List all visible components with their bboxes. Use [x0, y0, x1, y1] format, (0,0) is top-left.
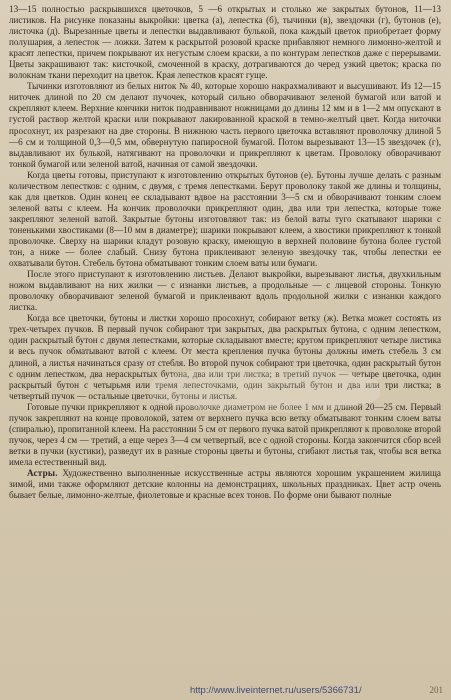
watermark-url[interactable]: http://www.liveinternet.ru/users/5366731/ — [190, 685, 362, 696]
paragraph-roses-cut: 13—15 полностью раскрывшихся цветочков, 5 —6 открытых и столько же закрытых бутонов, 11—13 листиков. На рисунке показаны выкройки: цветка (а), лепестка (б), тычинки (в), звездочки (г), бутонов (е), листочка (д). Вырезанные цветы и лепестки выдавливают булькой, пока каждый цветок приобретает форму полушария, а лепесток — ложки. Затем к раскрытой розовой краске прибавляют немного лимонно-желтой и красят лепестки, причем покрывают их негустым слоем краски, а по контурам лепестков даже с перерывами. Цветы закрашивают так: кисточкой, смоченной в краску, дотрагиваются до черед узкий цветок; краска по волокнам ткани переходит на цветок. Края лепестков красят гуще. — [9, 4, 441, 81]
page-footer — [190, 685, 443, 696]
asters-heading: Астры. — [27, 467, 58, 478]
paragraph-asters — [9, 468, 441, 501]
paragraph-assembly: Готовые пучки прикрепляют к одной проволочке диаметром не более 1 мм и длиной 20—25 см. Первый пучок закрепляют на конце проволокой, затем от верхнего пучка всю ветку обматывают тонким слоем ваты (спиралью), пропитанной клеем. На расстоянии 5 см от первого пучка ватой прикрепляют к проволоке второй пучок, через 4 см — третий, а еще через 3—4 см четвертый, все с одной стороны. Когда закончится сбор всей ветки в пучки (кустики), разведут их в разные стороны цветы и бутоны, сгибают листья так, чтобы вся ветка имела естественный вид. — [9, 401, 441, 467]
paragraph-leaves: После этого приступают к изготовлению листьев. Делают выкройки, вырезывают листья, двухкильным ножом выдавливают на них жилки — с изнанки листьев, а продольные — с лицевой стороны. Тонкую проволочку обворачивают зеленой бумагой и приклеивают вдоль продольной жилки с изнанки каждого листка. — [9, 269, 441, 313]
page-number: 201 — [429, 685, 443, 695]
asters-text: Художественно выполненные искусственные астры являются хорошим украшением жилища зимой, ими также оформляют детские колонны на демонстрациях, школьных праздниках. Цвет астр очень бывает белые, лимонно-желтые, фиолетовые и красные всех тонов. По форме они бывают полные — [9, 467, 441, 501]
paragraph-buds: Когда цветы готовы, приступают к изготовлению открытых бутонов (е). Бутоны лучше делать с разным количеством лепестков: с одним, с двумя, с тремя лепестками. Берут проволоку такой же длины и толщины, как для цветков. Один конец ее складывают вдвое на расстоянии 3—5 см и обворачивают тонким слоем зеленой ваты с клеем. На кончик проволочки прикрепляют один, два или три лепестка, которые тоже закрепляют зеленой ватой. Закрытые бутоны изготовляют так: из белой ваты туго скатывают шарики с тоненькими хвостиками (8—10 мм в диаметре); шарики покрывают клеем, а хвостики прикрепляют к тонкой проволочке. Сверху на шарики кладут розовую краску, имеющую в верхней половине бутона более густой тон, а ниже — более слабый. Снизу бутона приклеивают зеленую звездочку так, чтобы лепестки ее охватывали бутон. Стебель бутона обматывают тонким слоем ваты или бумаги. — [9, 169, 441, 269]
paragraph-branch: Когда все цветочки, бутоны и листки хорошо просохнут, собирают ветку (ж). Ветка может состоять из трех-четырех пучков. В первый пучок собирают три закрытых, два раскрытых бутона, с одним лепестком, один раскрытый бутон с двумя лепестками, которые складывают вместе; кругом прикрепляют четыре листика и весь пучок обматывают ватой с клеем. От места крепления пучка бутоны должны иметь стебель 3 см длиной, а листья начинаться сразу от стебля. Во второй пучок собирают три цветочка, один раскрытый бутон с одним лепестком, два нераскрытых бутона, два или три листка; в третий пучок — четыре цветочка, один раскрытый бутон с четырьмя или тремя лепесточками, один закрытый бутон и два или три листка; в четвертый пучок — остальные цветочки, бутоны и листья. — [9, 313, 441, 401]
paragraph-stamens: Тычинки изготовляют из белых ниток № 40, которые хорошо накрахмаливают и высушивают. Из 12—15 ниточек длиной по 20 см делают пучочек, который сильно обворачивают зеленой бумагой или ватой и скрепляют клеем. Верхние кончики ниток подравнивают ножницами до длины 12 мм и в 1—2 мм опускают в густой раствор желтой краски или покрывают лакированной краской в темно-желтый цвет. Когда ниточки просохнут, их разрезают на две стороны. В нижнюю часть первого цветочка вставляют проволочку длиной 5—6 см и толщиной 0,3—0,5 мм, обвернутую папиросной бумагой. Потом вырезывают 13—15 звездочек (г), выдавливают их булькой, натягивают на проволочки и прикрепляют к цветам. Проволоку обворачивают тонкой бумагой или зеленой ватой, начиная от самой звездочки. — [9, 81, 441, 169]
body-text — [9, 4, 441, 501]
